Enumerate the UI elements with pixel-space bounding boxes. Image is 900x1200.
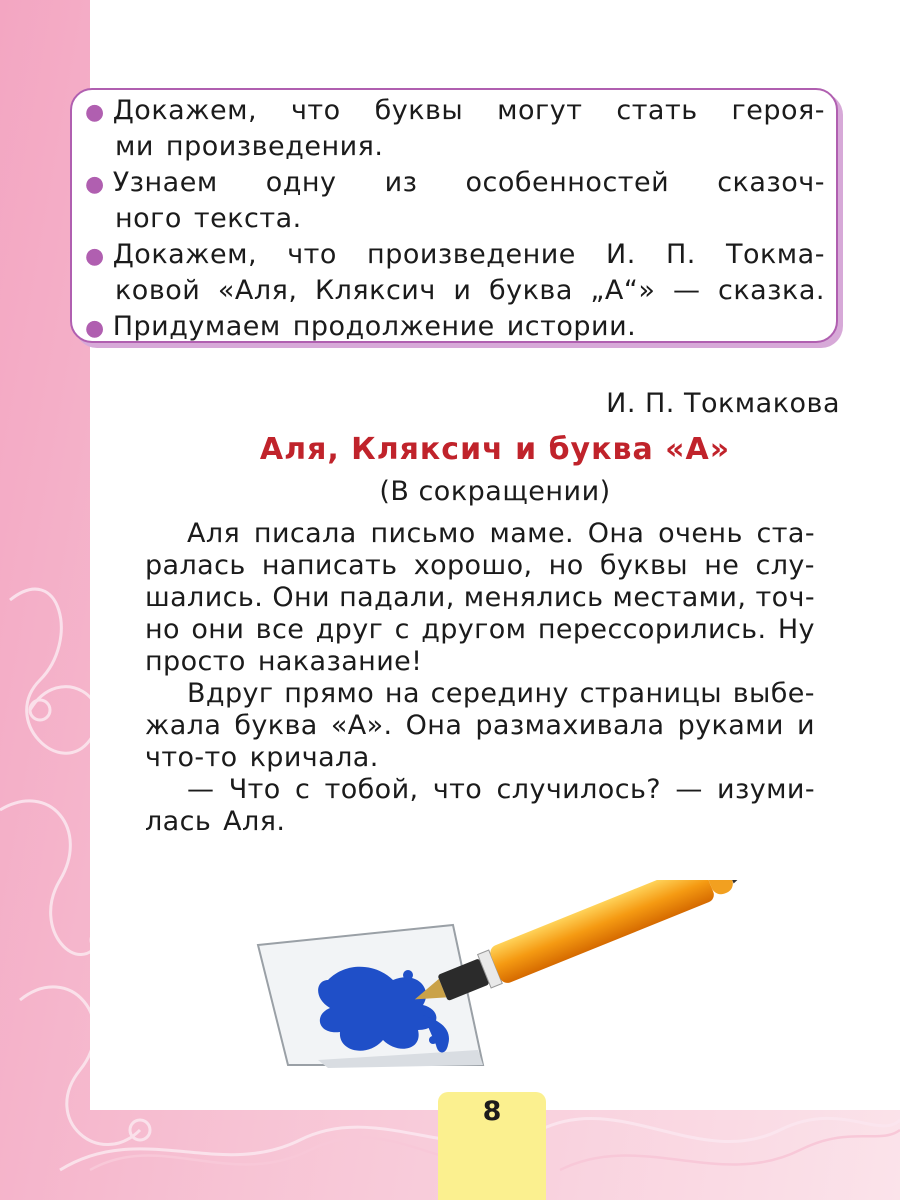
word: произведения. [165,131,384,162]
text-line [145,646,815,678]
text-line [145,710,815,742]
word: страницы [579,678,722,709]
word: буквы [374,95,464,126]
word: ного [115,203,182,234]
word: жала [145,710,222,741]
goal-item [85,166,825,236]
word: руками [677,710,784,741]
word: что [290,95,341,126]
word: другом [421,614,527,645]
goal-line [85,94,825,130]
word: шались. [145,582,264,613]
word: писала [253,518,357,549]
word: Что [228,774,281,805]
text-line [145,550,815,582]
word: буква [234,710,318,741]
word: ● Докажем, [85,239,258,270]
bullet-icon: ● [85,100,105,125]
word: что-то [145,742,238,773]
word: перессорились. [537,614,767,645]
word: и [796,710,815,741]
word: маме. [489,518,574,549]
bullet-icon: ● [85,172,105,197]
word: прямо [284,678,375,709]
text-line [145,614,815,646]
story-title: Аля, Кляксич и буква «А» [259,432,731,467]
word: ми [115,131,154,162]
goal-line [115,274,825,308]
word: случилось? [496,774,661,805]
word: но [548,550,584,581]
word: буквы [599,550,689,581]
author-name: И. П. Токмакова [606,388,840,419]
goal-line [85,238,825,274]
text-line [145,742,815,774]
text-line [145,806,815,838]
word: написать [261,550,398,581]
word: ● Докажем, [85,95,258,126]
fountain-pen-ink-blot-illustration [178,880,808,1070]
word: Вдруг [187,678,274,709]
word: истории. [506,311,637,342]
word: просто [145,646,246,677]
word: П. [665,239,696,270]
word: на [384,678,420,709]
word: изуми- [717,774,815,805]
story-text [145,518,815,838]
text-line [145,774,815,806]
word: «Аля, [217,275,298,306]
word: — [187,774,215,805]
word: ста- [756,518,815,549]
word: ● Узнаем [85,167,218,198]
goal-line [85,310,825,346]
goal-item [85,310,825,346]
word: „А“» [590,275,656,306]
word: точ- [755,582,815,613]
word: Токма- [725,239,825,270]
word: не [704,550,740,581]
word: буква [488,275,573,306]
lesson-goals-list [85,94,825,348]
word: ковой [115,275,201,306]
word: из [384,167,418,198]
word: тобой, [324,774,419,805]
word: продолжение [292,311,495,342]
word: выбе- [732,678,815,709]
word: они [191,614,245,645]
word: письмо [370,518,476,549]
word: все [255,614,305,645]
word: могут [497,95,583,126]
text-line [145,678,815,710]
word: стать [616,95,698,126]
word: одну [265,167,337,198]
bullet-icon: ● [85,244,105,269]
word: Она [587,518,645,549]
word: Кляксич [314,275,436,306]
word: середину [430,678,569,709]
goal-line [85,166,825,202]
word: Они [272,582,330,613]
text-line [145,582,815,614]
word: «А». [330,710,393,741]
word: Она [405,710,463,741]
word: и [453,275,472,306]
word: ● Придумаем [85,311,281,342]
word: Ну [777,614,815,645]
bullet-icon: ● [85,316,105,341]
word: особенностей [465,167,670,198]
goal-item [85,94,825,164]
word: очень [658,518,743,549]
word: сказоч- [717,167,825,198]
word: хорошо, [413,550,533,581]
word: Аля. [223,806,286,837]
story-subtitle: (В сокращении) [379,476,611,507]
word: слу- [755,550,815,581]
word: — [675,774,703,805]
goal-line [115,130,825,164]
word: сказка. [717,275,825,306]
word: с [394,614,410,645]
goal-item [85,238,825,308]
word: размахивала [475,710,665,741]
word: местами, [612,582,747,613]
word: Аля [187,518,241,549]
word: друг [315,614,384,645]
word: с [295,774,311,805]
word: лась [145,806,212,837]
word: падали, [339,582,455,613]
word: — [672,275,701,306]
word: героя- [731,95,825,126]
text-line [145,518,815,550]
word: произведение [367,239,576,270]
word: кричала. [249,742,379,773]
page-number: 8 [482,1096,502,1127]
word: текста. [193,203,302,234]
word: что [432,774,483,805]
word: но [145,614,180,645]
word: ралась [145,550,246,581]
word: наказание! [257,646,423,677]
word: И. [606,239,636,270]
goal-line [115,202,825,236]
word: менялись [463,582,604,613]
word: что [287,239,337,270]
